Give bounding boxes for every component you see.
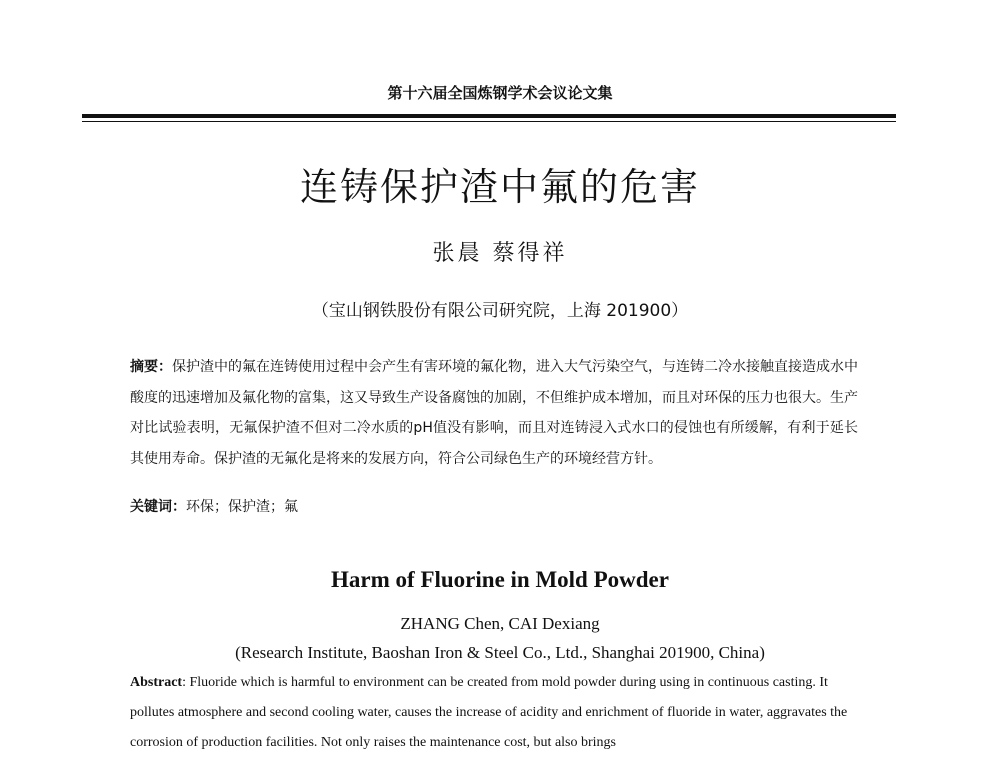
abstract-cn-text: 保护渣中的氟在连铸使用过程中会产生有害环境的氟化物，进入大气污染空气，与连铸二冷水接触直接造成水中酸度的迅速增加及氟化物的富集，这又导致生产设备腐蚀的加剧，不但维护成本增加，而且对环保的压力也很大。生产对比试验表明，无氟保护渣不但对二冷水质的pH值没有影响，而且对连铸浸入式水口的侵蚀也有所缓解，有利于延长其使用寿命。保护渣的无氟化是将来的发展方向，符合公司绿色生产的环境经营方针。 xyxy=(130,359,858,467)
affiliation-cn: （宝山钢铁股份有限公司研究院，上海 201900） xyxy=(311,301,689,321)
authors-en: ZHANG Chen, CAI Dexiang xyxy=(400,614,600,633)
abstract-cn xyxy=(130,352,858,474)
authors-cn: 张晨 蔡得祥 xyxy=(432,241,568,266)
keywords-cn-label: 关键词： xyxy=(130,499,186,515)
header-rule-thin xyxy=(82,121,896,122)
abstract-en xyxy=(130,668,854,758)
affiliation-en: (Research Institute, Baoshan Iron & Steel Co., Ltd., Shanghai 201900, China) xyxy=(235,643,765,662)
abstract-cn-label: 摘要： xyxy=(130,359,172,375)
keywords-cn-text: 环保；保护渣；氟 xyxy=(186,499,298,515)
abstract-en-text: : Fluoride which is harmful to environment can be created from mold powder during using in continuous casting. It pollutes atmosphere and second cooling water, causes the increase of acidity and enrichment of fluoride in water, aggravates the corrosion of production facilities. Not only raises the maintenance cost, but also brings xyxy=(130,675,848,750)
keywords-cn xyxy=(130,496,858,518)
header-rule-thick xyxy=(82,114,896,118)
paper-title-cn: 连铸保护渣中氟的危害 xyxy=(299,165,700,209)
paper-title-en: Harm of Fluorine in Mold Powder xyxy=(331,567,669,592)
running-header: 第十六届全国炼钢学术会议论文集 xyxy=(387,84,613,102)
abstract-en-label: Abstract xyxy=(130,675,183,690)
